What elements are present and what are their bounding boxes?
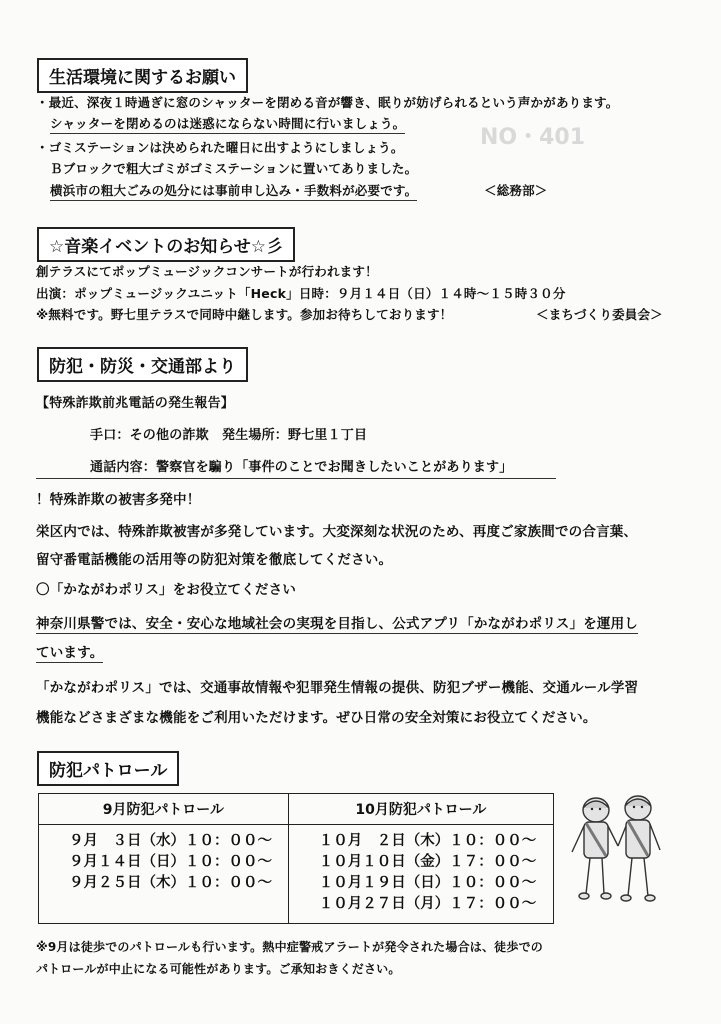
october-dates: [288, 825, 553, 924]
september-dates: [39, 825, 289, 924]
patrol-date: １０月１０日（金）１７：００～: [318, 854, 537, 870]
patrol-children-icon: [566, 790, 666, 914]
text-answering-machine: 留守番電話機能の活用等の防犯対策を徹底してください。: [36, 552, 393, 568]
text-sakae-fraud: 栄区内では、特殊詐欺被害が多発しています。大変深刻な状況のため、再度ご家族間での合言葉、: [36, 524, 638, 540]
text-patrol-note-2: パトロールが中止になる可能性があります。ご承知おきください。: [36, 962, 401, 976]
text-prefectural-police: 神奈川県警では、安全・安心な地域社会の実現を目指し、公式アプリ「かながわポリス」を運用し: [36, 612, 638, 634]
september-patrol-header: 9月防犯パトロール: [39, 794, 289, 825]
subheading-fraud-report: 【特殊詐欺前兆電話の発生報告】: [36, 396, 235, 411]
signature-town-committee: ＜まちづくり委員会＞: [536, 307, 663, 322]
patrol-date: ９月 ３日（水）１０：００～: [69, 833, 272, 849]
text-fraud-alert: ！特殊詐欺の被害多発中！: [36, 492, 201, 508]
heading-living-environment: 生活環境に関するお願い: [37, 58, 248, 93]
heading-music-event: ☆音楽イベントのお知らせ☆彡: [37, 227, 295, 262]
text-app-features-1: 「かながわポリス」では、交通事故情報や犯罪発生情報の提供、防犯ブザー機能、交通ルール学習: [36, 680, 639, 696]
patrol-date: ９月１４日（日）１０：００～: [69, 854, 272, 870]
text-app-features-2: 機能などさまざまな機能をご利用いただけます。ぜひ日常の安全対策にお役立てください。: [36, 710, 597, 726]
text-fraud-call: 通話内容：警察官を騙り「事件のことでお聞きしたいことがあります」: [90, 460, 513, 475]
text-shutter-noise: ・最近、深夜１時過ぎに窓のシャッターを閉める音が響き、眠りが妨げられるという声かがあります。: [36, 95, 619, 110]
patrol-date: １０月 ２日（木）１０：００～: [318, 833, 537, 849]
patrol-date: ９月２５日（木）１０：００～: [69, 875, 272, 891]
text-concert-details: 出演：ポップミュージックユニット「Heck」日時：９月１４日（日）１４時～１５時３０分: [36, 286, 566, 301]
heading-patrol: 防犯パトロール: [37, 751, 179, 786]
text-fraud-method: 手口：その他の詐欺 発生場所：野七里１丁目: [90, 428, 368, 443]
text-bulky-garbage-rule: 横浜市の粗大ごみの処分には事前申し込み・手数料が必要です。: [50, 181, 417, 201]
text-concert-free: ※無料です。野七里テラスで同時中継します。参加お待ちしております！: [36, 307, 453, 322]
show-through-text: NO・401: [480, 125, 586, 150]
patrol-date: １０月１９日（日）１０：００～: [318, 875, 537, 891]
text-bulky-garbage: Ｂブロックで粗大ゴミがゴミステーションに置いてありました。: [50, 161, 418, 176]
text-garbage-days: ・ゴミステーションは決められた曜日に出すようにしましょう。: [36, 140, 404, 155]
signature-general-affairs: ＜総務部＞: [484, 183, 548, 198]
october-patrol-header: 10月防犯パトロール: [288, 794, 553, 825]
text-patrol-note-1: ※9月は徒歩でのパトロールも行います。熱中症警戒アラートが発令された場合は、徒歩での: [36, 940, 543, 954]
text-concert-announcement: 創テラスにてポップミュージックコンサートが行われます！: [36, 264, 378, 279]
text-operating: ています。: [36, 641, 103, 663]
text-shutter-request: シャッターを閉めるのは迷惑にならない時間に行いましょう。: [50, 114, 405, 134]
heading-crime-prevention: 防犯・防災・交通部より: [37, 347, 248, 382]
text-kanagawa-police-intro: 〇「かながわポリス」をお役立てください: [36, 582, 297, 598]
divider-fraud: [36, 478, 556, 479]
patrol-schedule-table: [38, 793, 554, 924]
patrol-date: １０月２７日（月）１７：００～: [318, 896, 537, 912]
